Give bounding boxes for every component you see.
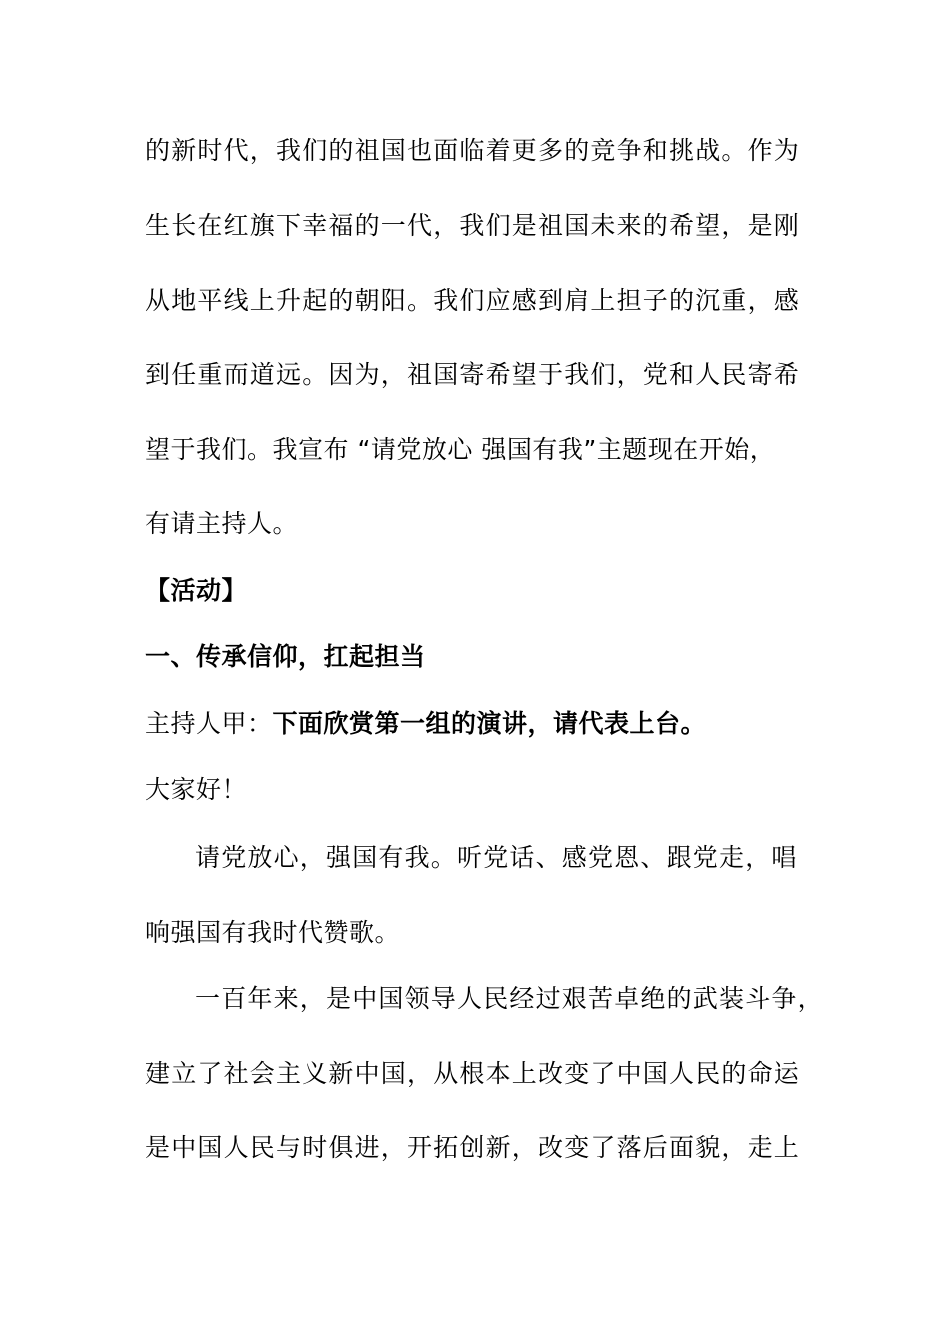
- host-label: 主持人甲：: [145, 709, 273, 738]
- section-heading: 【活动】: [145, 576, 248, 605]
- body-text-line: 的新时代，我们的祖国也面临着更多的竞争和挑战。作为: [145, 136, 801, 165]
- body-text-line: 请党放心，强国有我。听党话、感党恩、跟党走，唱: [195, 843, 798, 872]
- subheading: 一、传承信仰，扛起担当: [145, 642, 426, 671]
- body-text-line: 生长在红旗下幸福的一代，我们是祖国未来的希望，是刚: [145, 211, 801, 240]
- body-text-line: 望于我们。我宣布 “请党放心 强国有我”主题现在开始，: [145, 435, 776, 464]
- greeting: 大家好！: [145, 775, 248, 804]
- body-text-line: 响强国有我时代赞歌。: [145, 918, 401, 947]
- host-line: [145, 708, 706, 740]
- host-instruction: 下面欣赏第一组的演讲，请代表上台。: [272, 709, 707, 738]
- body-text-line: 建立了社会主义新中国，从根本上改变了中国人民的命运: [145, 1059, 801, 1088]
- body-text-line: 一百年来，是中国领导人民经过艰苦卓绝的武装斗争，: [195, 984, 824, 1013]
- body-text-line: 有请主持人。: [145, 509, 299, 538]
- body-text-line: 到任重而道远。因为，祖国寄希望于我们，党和人民寄希: [145, 360, 801, 389]
- body-text-line: 从地平线上升起的朝阳。我们应感到肩上担子的沉重，感: [145, 286, 801, 315]
- body-text-line: 是中国人民与时俱进，开拓创新，改变了落后面貌，走上: [145, 1133, 801, 1162]
